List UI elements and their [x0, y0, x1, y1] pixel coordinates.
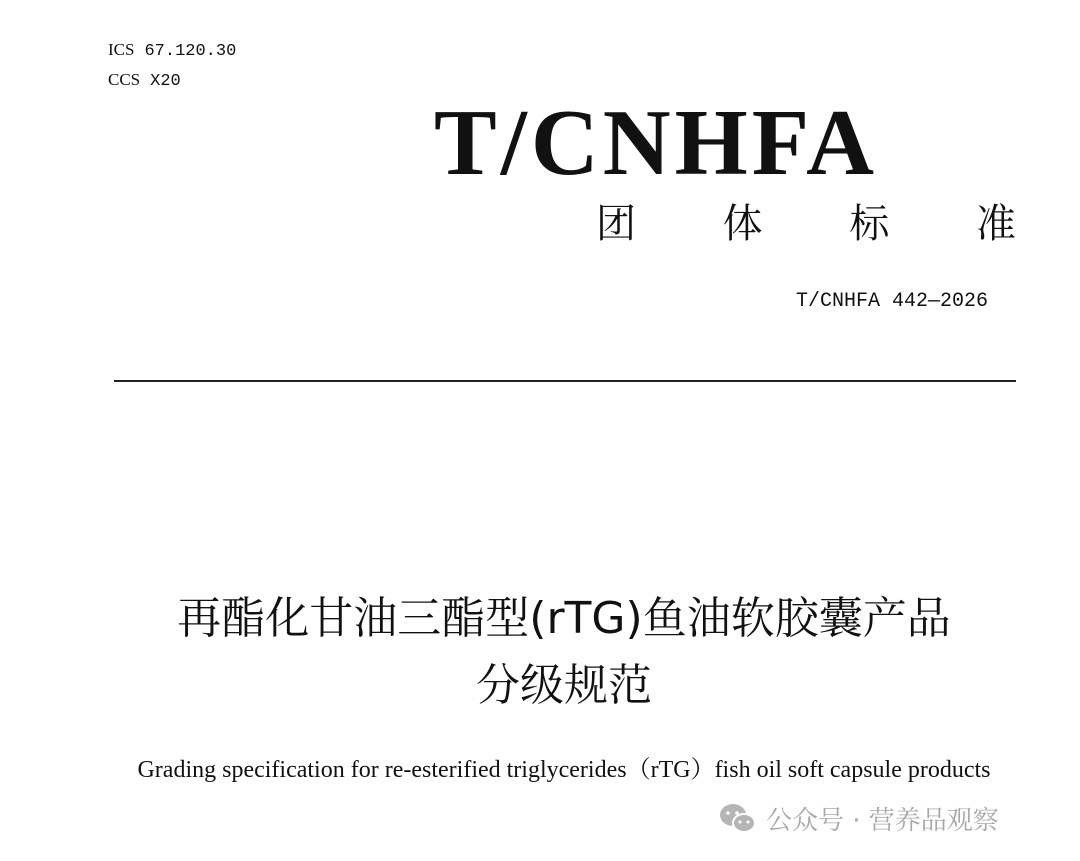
ics-label: ICS [108, 40, 135, 59]
standard-type-char: 团 [596, 201, 636, 247]
ccs-value: X20 [150, 72, 181, 91]
ics-value: 67.120.30 [144, 42, 237, 61]
horizontal-rule [114, 380, 1016, 382]
standard-type [596, 201, 1016, 247]
ics-line [108, 41, 236, 60]
ccs-line [108, 71, 181, 90]
standard-type-char: 体 [722, 201, 763, 247]
standard-number: T/CNHFA 442—2026 [795, 290, 988, 313]
watermark [718, 800, 999, 837]
title-chinese-line2: 分级规范 [476, 660, 652, 711]
standard-type-char: 准 [975, 201, 1016, 247]
wechat-icon [718, 802, 758, 836]
title-english: Grading specification for re-esterified triglycerides（rTG）fish oil soft capsule products [137, 757, 991, 783]
watermark-text: 公众号 · 营养品观察 [766, 806, 999, 836]
organization-code: T/CNHFA [434, 91, 879, 195]
standard-type-char: 标 [849, 201, 890, 247]
ccs-label: CCS [108, 70, 141, 89]
title-chinese-line1: 再酯化甘油三酯型(rTG)鱼油软胶囊产品 [177, 593, 951, 644]
